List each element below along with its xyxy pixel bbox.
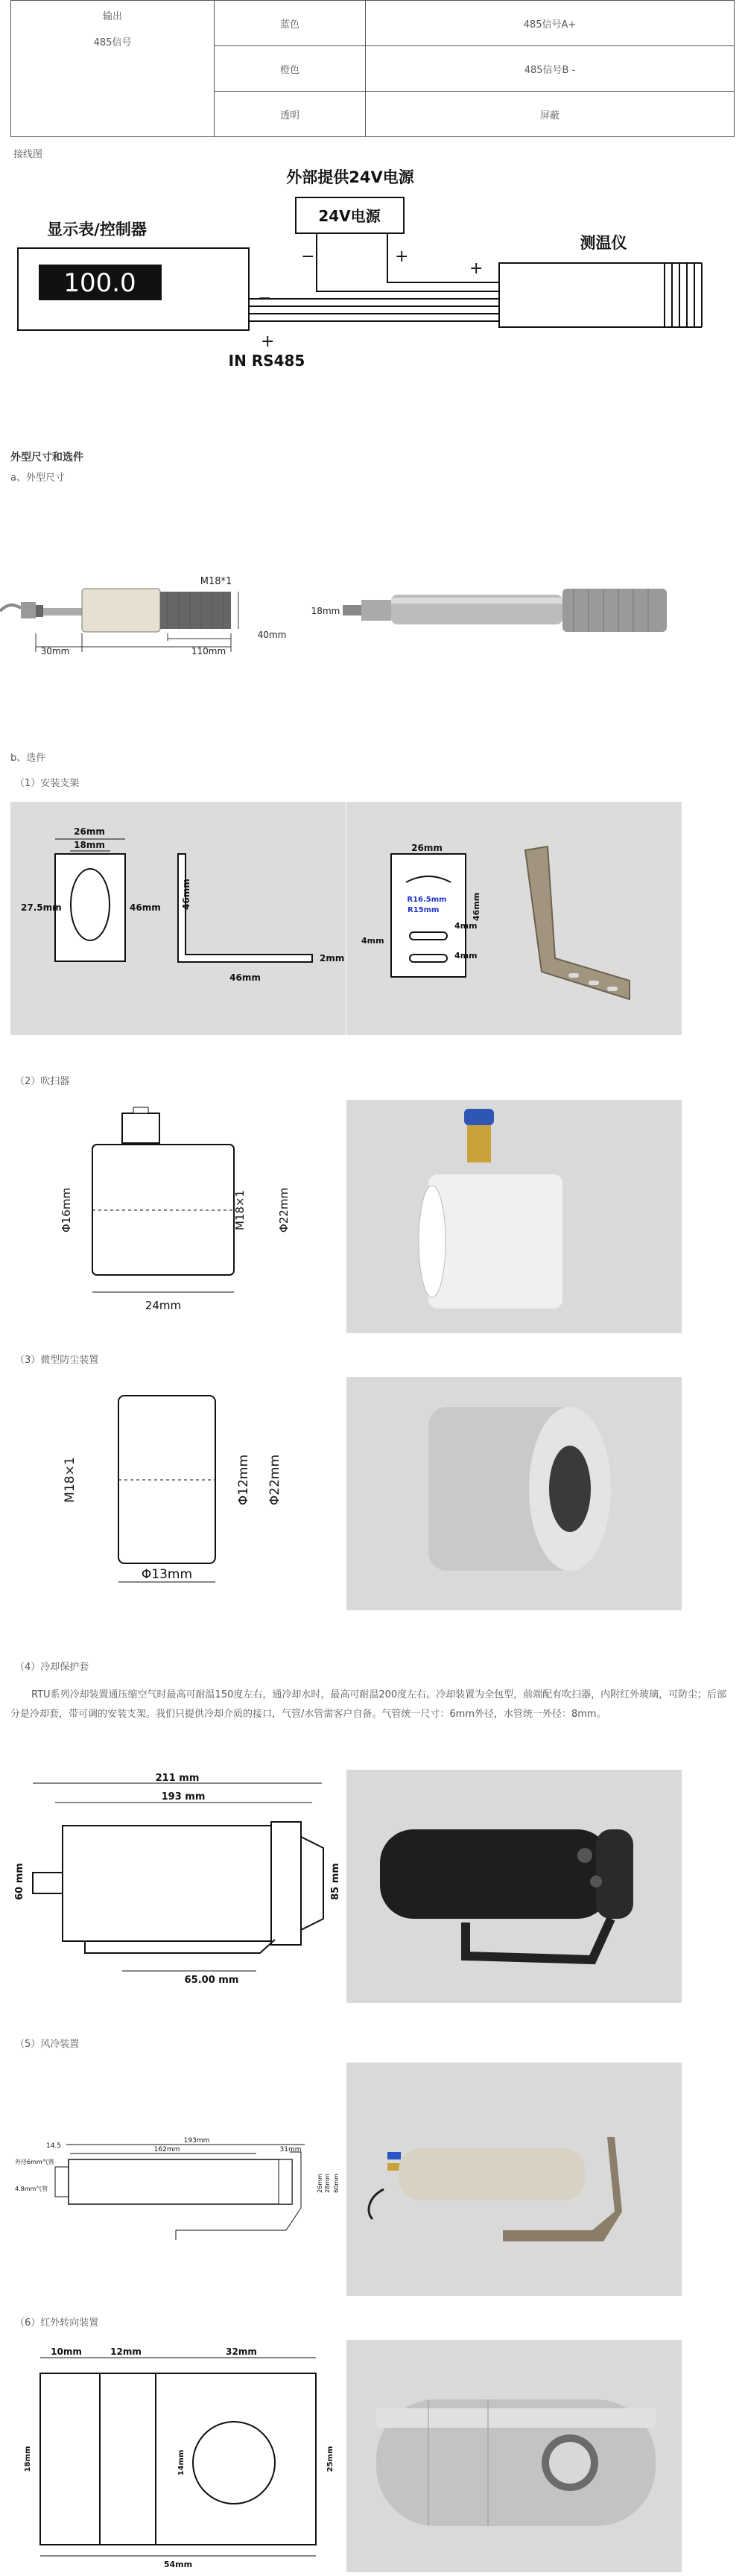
plus-sign: + (261, 332, 275, 351)
dim-phi22: Φ22mm (267, 1454, 282, 1506)
cooling-drawing (10, 1770, 346, 2003)
signal-table (10, 0, 735, 137)
dim-4: 4mm (361, 936, 384, 946)
dim-26: 26mm (74, 826, 105, 837)
blower-label: （2）吹扫器 (15, 1076, 70, 1087)
dim-r16-5: R16.5mm (407, 896, 447, 904)
dim-60: 60mm (333, 2174, 340, 2193)
dim-18: 18mm (311, 606, 340, 616)
dim-31: 31mm (279, 2146, 302, 2153)
micro-photo (346, 1377, 682, 1610)
display-value: 100.0 (63, 268, 136, 298)
cooling-drawing-panel (10, 1770, 346, 2003)
dim-46: 46mm (472, 892, 481, 921)
air-drawing-panel (10, 2063, 346, 2296)
dim-14: 14mm (177, 2449, 186, 2476)
dim-4: 4mm (454, 951, 478, 961)
dim-193: 193 mm (161, 1791, 206, 1803)
sensor-photo (343, 589, 667, 632)
dim-60: 60 mm (14, 1863, 25, 1900)
thermometer-title: 测温仪 (580, 234, 627, 252)
table-row (11, 1, 735, 46)
dim-40: 40mm (257, 630, 287, 640)
air-photo (346, 2063, 682, 2296)
dim-46-horizontal: 46mm (229, 972, 261, 983)
cable-gland (21, 602, 36, 618)
dim-phi22: Φ22mm (277, 1187, 291, 1233)
dim-2: 2mm (320, 953, 345, 963)
dim-28: 28mm (324, 2174, 331, 2193)
dim-85: 85 mm (330, 1863, 341, 1900)
dimensions-sub-a: a、外型尺寸 (10, 472, 65, 484)
sensor-dimension-drawing (0, 559, 745, 663)
blower-drawing (10, 1100, 346, 1333)
wire-meaning: 屏蔽 (366, 92, 735, 137)
dim-phi12: Φ12mm (236, 1454, 251, 1506)
wire-color: 蓝色 (215, 1, 366, 46)
wire-meaning: 485信号B - (366, 46, 735, 92)
dim-32: 32mm (226, 2346, 257, 2357)
dim-m18: M18×1 (233, 1189, 247, 1231)
bracket-drawing (10, 802, 346, 1035)
sensor-label-body (82, 589, 160, 632)
dim-r15: R15mm (408, 906, 440, 914)
dim-25: 25mm (326, 2446, 335, 2472)
dim-26: 26mm (411, 843, 443, 853)
bracket-photo-drawing (346, 802, 682, 1035)
air-label: （5）风冷装置 (15, 2039, 80, 2050)
output-label: 输出 (102, 11, 122, 22)
plus-sign: + (395, 247, 409, 266)
turn-label: （6）红外转向装置 (15, 2317, 99, 2329)
dim-162: 162mm (153, 2146, 180, 2153)
wiring-section-label: 接线图 (13, 149, 43, 160)
blower-photo (346, 1100, 682, 1333)
micro-label: （3）微型防尘装置 (15, 1355, 99, 1366)
minus-sign: − (301, 247, 315, 266)
output-cell (11, 1, 215, 137)
bracket-photo-panel (346, 802, 682, 1035)
thermometer-box (499, 263, 665, 327)
options-sub-b: b、选件 (10, 753, 46, 764)
thermometer-fins-icon (665, 263, 702, 327)
bracket-label: （1）安装支架 (15, 778, 80, 789)
power-box-label: 24V电源 (318, 207, 381, 225)
dimensions-heading: 外型尺寸和选件 (10, 452, 83, 463)
wire-color: 橙色 (215, 46, 366, 92)
air-drawing (10, 2063, 346, 2296)
wire-color: 透明 (215, 92, 366, 137)
micro-drawing (10, 1377, 346, 1610)
display-title: 显示表/控制器 (47, 221, 147, 238)
dim-18: 18mm (24, 2446, 32, 2472)
dim-30: 30mm (40, 646, 70, 656)
dim-4: 4mm (454, 921, 478, 931)
blower-drawing-panel (10, 1100, 346, 1333)
dim-110: 110mm (191, 646, 226, 656)
cable (0, 605, 21, 611)
dim-54: 54mm (163, 2560, 193, 2569)
supply-title: 外部提供24V电源 (286, 168, 414, 186)
cooling-label: （4）冷却保护套 (15, 1662, 89, 1673)
dim-phi16: Φ16mm (60, 1187, 73, 1233)
dim-46: 46mm (130, 902, 161, 913)
inlet-6mm: 外径6mm气管 (15, 2159, 54, 2165)
dim-24: 24mm (145, 1299, 182, 1312)
bracket-drawing-panel (10, 802, 346, 1035)
dim-14-5: 14.5 (45, 2142, 62, 2150)
wires (249, 233, 499, 321)
dim-18: 18mm (74, 840, 105, 850)
rs485-label: IN RS485 (228, 352, 305, 370)
cooling-description: RTU系列冷却装置通压缩空气时最高可耐温150度左右，通冷却水时，最高可耐温200度左右。冷却装置为全包型，前端配有吹扫器，内附红外玻璃，可防尘；后部分是冷却套，带可调的安装支架。我们只提供冷却介质的接口，气管/水管需客户自备。气管统一尺寸：6mm外径，水管统一外径：8mm。 (10, 1689, 727, 1720)
micro-drawing-panel (10, 1377, 346, 1610)
dim-211: 211 mm (155, 1773, 200, 1784)
inlet-4-8mm: 4.8mm气管 (15, 2186, 48, 2192)
dim-65: 65.00 mm (184, 1975, 239, 1986)
dim-26: 26mm (317, 2174, 323, 2193)
dim-193: 193mm (183, 2137, 210, 2145)
turn-drawing-panel (10, 2340, 346, 2573)
sensor-thread (160, 592, 231, 629)
cooling-photo (346, 1770, 682, 2003)
dim-10: 10mm (51, 2346, 82, 2357)
wire-meaning: 485信号A+ (366, 1, 735, 46)
thread-label: M18*1 (200, 576, 232, 587)
dim-m18: M18×1 (63, 1457, 77, 1503)
signal-label: 485信号 (93, 37, 132, 48)
minus-sign: − (258, 289, 272, 308)
wiring-diagram (0, 160, 745, 384)
dim-12: 12mm (110, 2346, 142, 2357)
turn-drawing (10, 2340, 346, 2573)
dim-46-vertical: 46mm (181, 879, 191, 910)
dim-phi13: Φ13mm (141, 1567, 193, 1582)
plus-sign: + (469, 259, 484, 278)
dim-27-5: 27.5mm (21, 902, 62, 913)
turn-photo (346, 2340, 682, 2572)
